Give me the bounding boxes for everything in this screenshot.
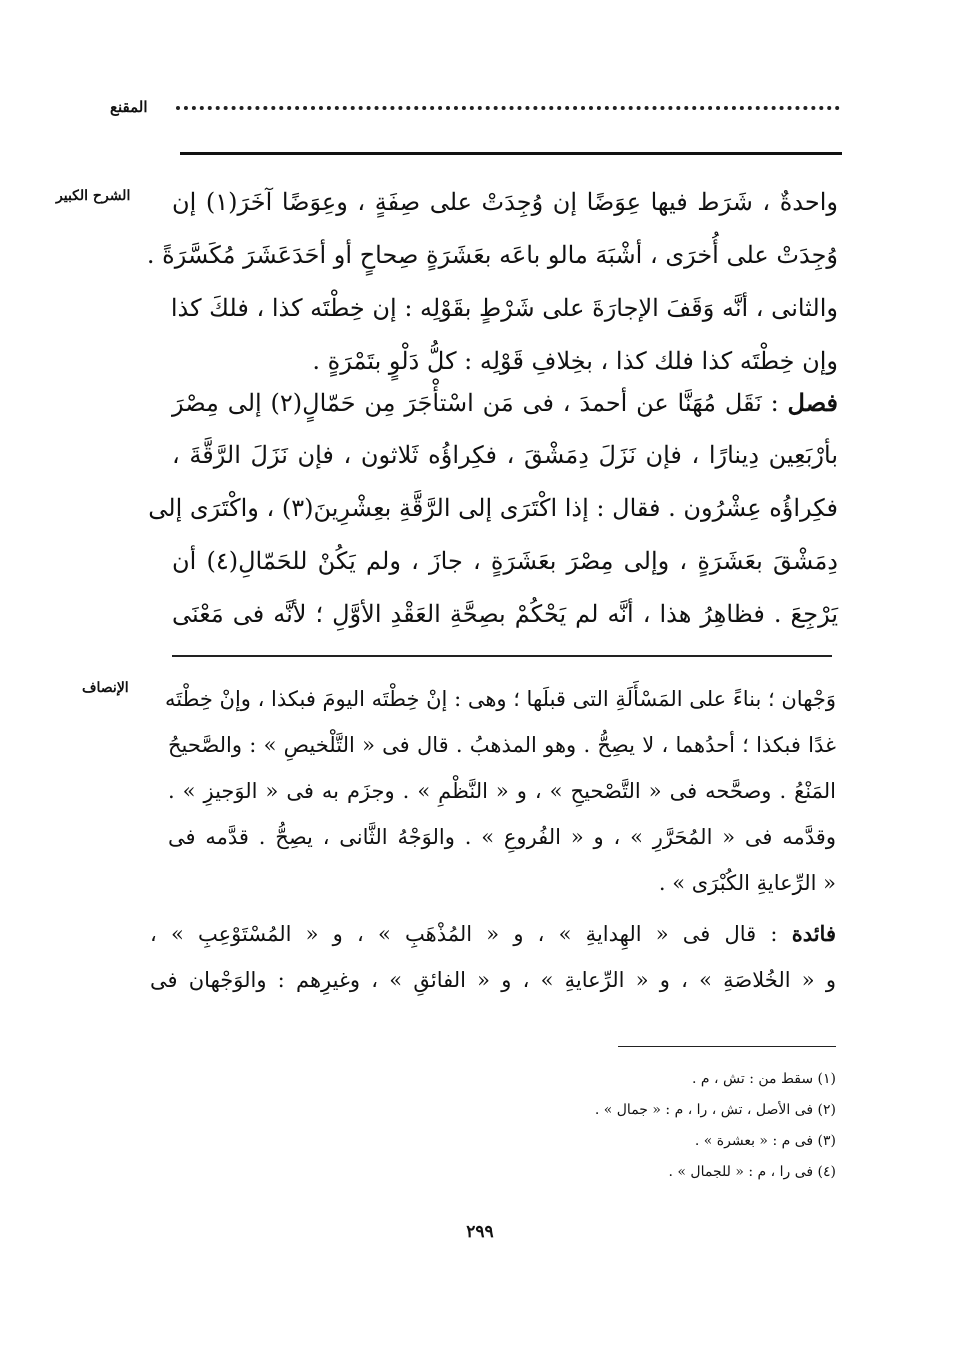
- footnote-rule: [618, 1046, 836, 1047]
- text-line: و « الخُلاصَةِ » ، و « الرِّعايةِ » ، و « الفائقِ » ، وغيرِهم : والوَجْهان فى: [150, 968, 836, 992]
- footnote: (٢) فى الأصل ، تش ، را ، م : « جمال » .: [594, 1102, 836, 1118]
- text-line: وُجِدَتْ على أُخرَى ، أشْبَهَ مالو باعَه بعَشَرَةٍ صِحاحٍ أو أحَدَعَشَرَ مُكَسَّرَةً .: [146, 241, 838, 269]
- text-line: والثانى ، أنَّه وَقَفَ الإجارَةَ على شَرْطٍ بقَوْلِه : إن خِطْتَه كذا ، فلكَ كذا: [170, 294, 838, 322]
- faida-first-line: : قال فى « الهِدايةِ » ، و « المُذْهَبِ » ، و « المُسْتَوْعِبِ » ،: [150, 922, 778, 946]
- text-line: بأرْبَعِين دِينارًا ، فإن نَزَلَ دِمَشْقَ ، فكِراؤُه ثَلاثون ، فإن نَزَلَ الرَّقَّةَ ،: [172, 441, 838, 469]
- insaf-paragraph: [165, 676, 836, 906]
- text-line: وإن خِطْتَه كذا فلك كذا ، بخِلافِ قَوْلِه : كلُّ دَلْوٍ بتَمْرَةٍ .: [312, 347, 838, 375]
- fasl-paragraph: [148, 376, 838, 641]
- text-line: فكِراؤُه عِشْرُون . فقال : إذا اكْتَرَى إلى الرَّقَّةِ بعِشْرِينَ(٣) ، واكْتَرَى إلى: [148, 494, 838, 522]
- header-dotted-rule: [176, 106, 840, 110]
- running-header-title: المقنع: [110, 98, 148, 116]
- page-number: ٢٩٩: [466, 1222, 494, 1242]
- text-line: واحدةٌ ، شَرَط فيها عِوَضًا إن وُجِدَتْ على صِفَةٍ ، وعِوَضًا آخَرَ(١) إن: [172, 188, 838, 216]
- text-line: [172, 376, 838, 429]
- section-divider: [172, 655, 832, 657]
- text-line: غدًا فبكذا ؛ أحدُهما ، لا يصِحُّ . وهو المذهبُ . قال فى « التَّلْخيصِ » : والصَّحيحُ: [168, 733, 836, 757]
- side-label-sharh: الشرح الكبير: [56, 188, 131, 204]
- text-line: يَرْجِعَ . فظاهِرُ هذا ، أنَّه لم يَحْكُمْ بصِحَّةِ العَقْدِ الأوَّلِ ؛ لأنَّه فى مَعْنَى: [172, 600, 838, 628]
- fasl-first-line: : نَقَل مُهَنَّا عن أحمدَ ، فى مَن اسْتأْجَرَ مِن حَمّالٍ(٢) إلى مِصْرَ: [172, 389, 779, 417]
- text-line: المَنْعُ . وصحَّحه فى « التَّصْحيحِ » ، و « النَّظْمِ » . وجزَم به فى « الوَجيزِ » .: [168, 779, 836, 803]
- footnotes: [500, 1064, 836, 1188]
- faida-heading: فائدة: [791, 921, 836, 946]
- fasl-heading: فصل: [787, 388, 838, 417]
- text-line: وقدَّمه فى « المُحَرَّرِ » ، و « الفُروعِ » . والوَجْهُ الثَّانى ، يصِحُّ . قدَّمه فى: [168, 825, 836, 849]
- text-line: دِمَشْقَ بعَشَرَةٍ ، وإلى مِصْرَ بعَشَرَةٍ ، جازَ ، ولم يَكُنْ للحَمّالِ(٤) أن: [172, 547, 838, 575]
- faida-paragraph: [150, 910, 836, 1004]
- text-line: وَجْهان ؛ بناءً على المَسْأَلَةِ التى قبلَها ؛ وهى : إنْ خِطْتَه اليومَ فبكذا ، وإنْ خِطْتَه: [165, 687, 836, 711]
- header-rule: [180, 152, 842, 155]
- footnote: (٤) فى را ، م : « للجمال » .: [668, 1164, 836, 1180]
- footnote: (١) سقط من : تش ، م .: [692, 1071, 836, 1087]
- sharh-paragraph: [146, 176, 838, 388]
- text-line: [150, 910, 836, 957]
- side-label-insaf: الإنصاف: [82, 680, 129, 696]
- text-line: « الرِّعايةِ الكُبْرَى » .: [658, 871, 836, 895]
- footnote: (٣) فى م : « بعشرة » .: [694, 1133, 836, 1149]
